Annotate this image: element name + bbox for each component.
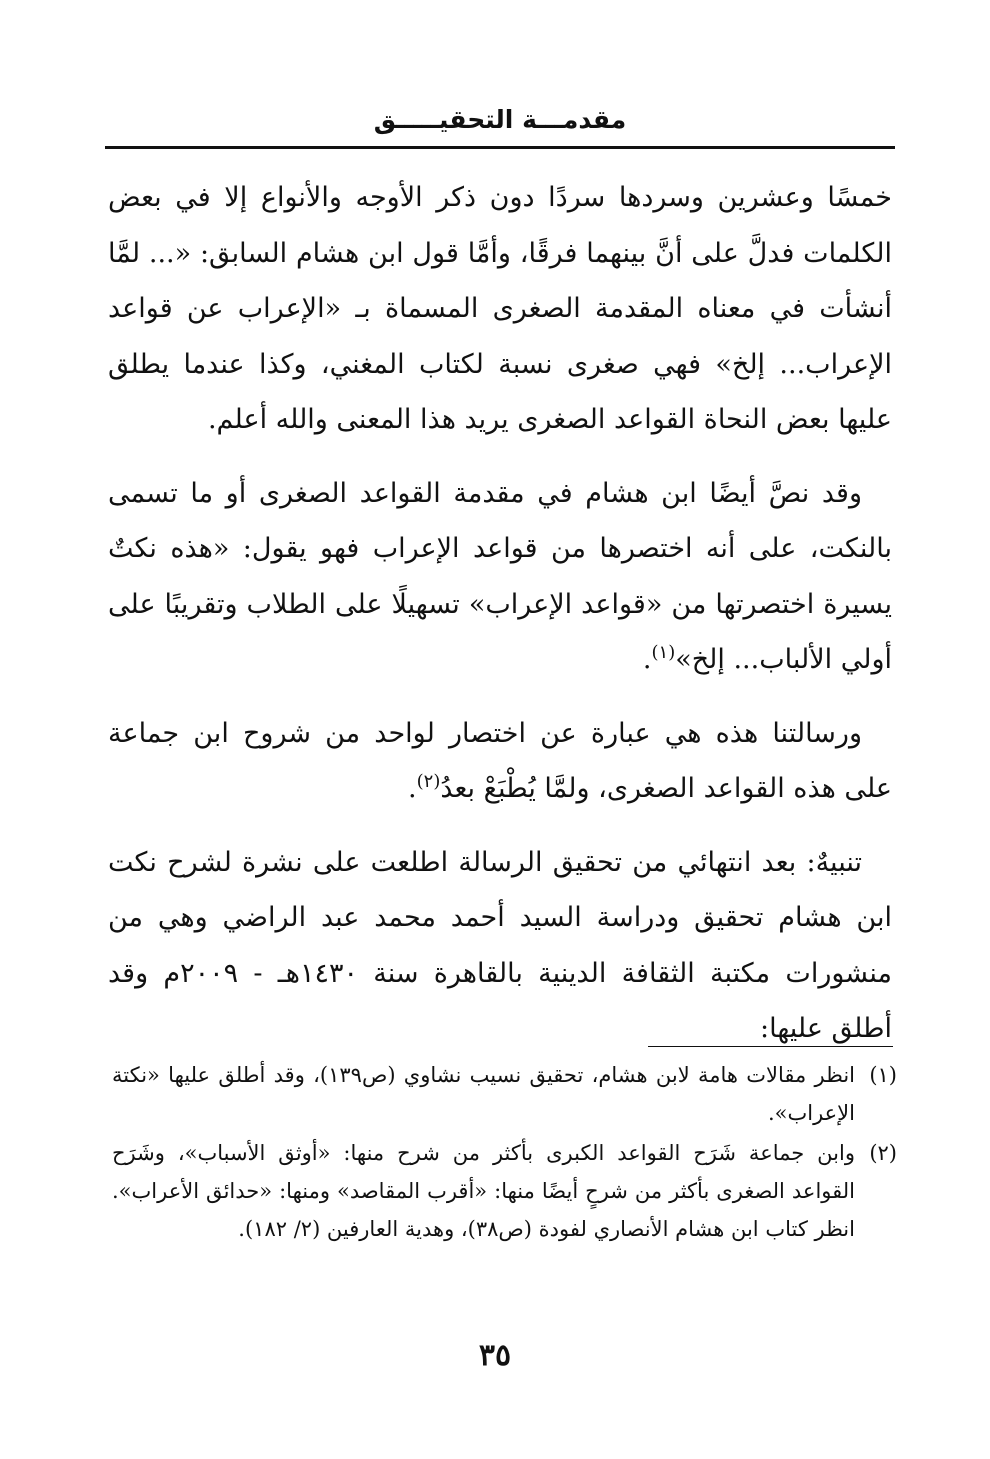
- footnote-reference: (١): [651, 642, 676, 663]
- page-number: ٣٥: [478, 1338, 512, 1373]
- footnote-number: (٢): [869, 1141, 897, 1165]
- paragraph: ورسالتنا هذه هي عبارة عن اختصار لواحد من شروح ابن جماعة على هذه القواعد الصغرى، ولمَّا يُطْبَعْ بعدُ$^{(٢)}$.: [108, 717, 892, 804]
- footnote: [112, 1056, 897, 1132]
- footnote: [112, 1134, 897, 1248]
- main-text: [108, 170, 892, 1075]
- paragraph: تنبيهٌ: بعد انتهائي من تحقيق الرسالة اطلعت على نشرة لشرح نكت ابن هشام تحقيق ودراسة السيد أحمد محمد عبد الراضي وهي من منشورات مكتبة الثقافة الدينية بالقاهرة سنة ١٤٣٠هـ - ٢٠٠٩م وقد أطلق عليها:: [108, 846, 893, 1044]
- footnote-text: انظر مقالات هامة لابن هشام، تحقيق نسيب نشاوي (ص١٣٩)، وقد أطلق عليها «نكتة الإعراب».: [112, 1063, 856, 1125]
- footnotes: [112, 1056, 897, 1250]
- footnote-reference: (٢): [416, 771, 441, 792]
- paragraph: وقد نصَّ أيضًا ابن هشام في مقدمة القواعد الصغرى أو ما تسمى بالنكت، على أنه اختصرها من قواعد الإعراب فهو يقول: «هذه نكتٌ يسيرة اختصرتها من «قواعد الإعراب» تسهيلًا على الطلاب وتقريبًا على أولي الألباب... إلخ»$^{(١)}$.: [108, 477, 892, 675]
- footnote-separator: [648, 1046, 893, 1047]
- footnote-number: (١): [869, 1063, 897, 1087]
- footnote-text: وابن جماعة شَرَح القواعد الكبرى بأكثر من شرح منها: «أوثق الأسباب»، وشَرَح القواعد الصغرى بأكثر من شرحٍ أيضًا منها: «أقرب المقاصد» ومنها: «حدائق الأعراب». انظر كتاب ابن هشام الأنصاري لفودة (ص٣٨)، وهدية العارفين (٢/ ١٨٢).: [112, 1141, 855, 1241]
- page-header-title: مقدمـــة التحقيـــــق: [373, 105, 627, 134]
- paragraph: خمسًا وعشرين وسردها سردًا دون ذكر الأوجه والأنواع إلا في بعض الكلمات فدلَّ على أنَّ بينهما فرقًا، وأمَّا قول ابن هشام السابق: «... لمَّا أنشأت في معناه المقدمة الصغرى المسماة بـ «الإعراب عن قواعد الإعراب... إلخ» فهي صغرى نسبة لكتاب المغني، وكذا عندما يطلق عليها بعض النحاة القواعد الصغرى يريد هذا المعنى والله أعلم.: [108, 182, 892, 435]
